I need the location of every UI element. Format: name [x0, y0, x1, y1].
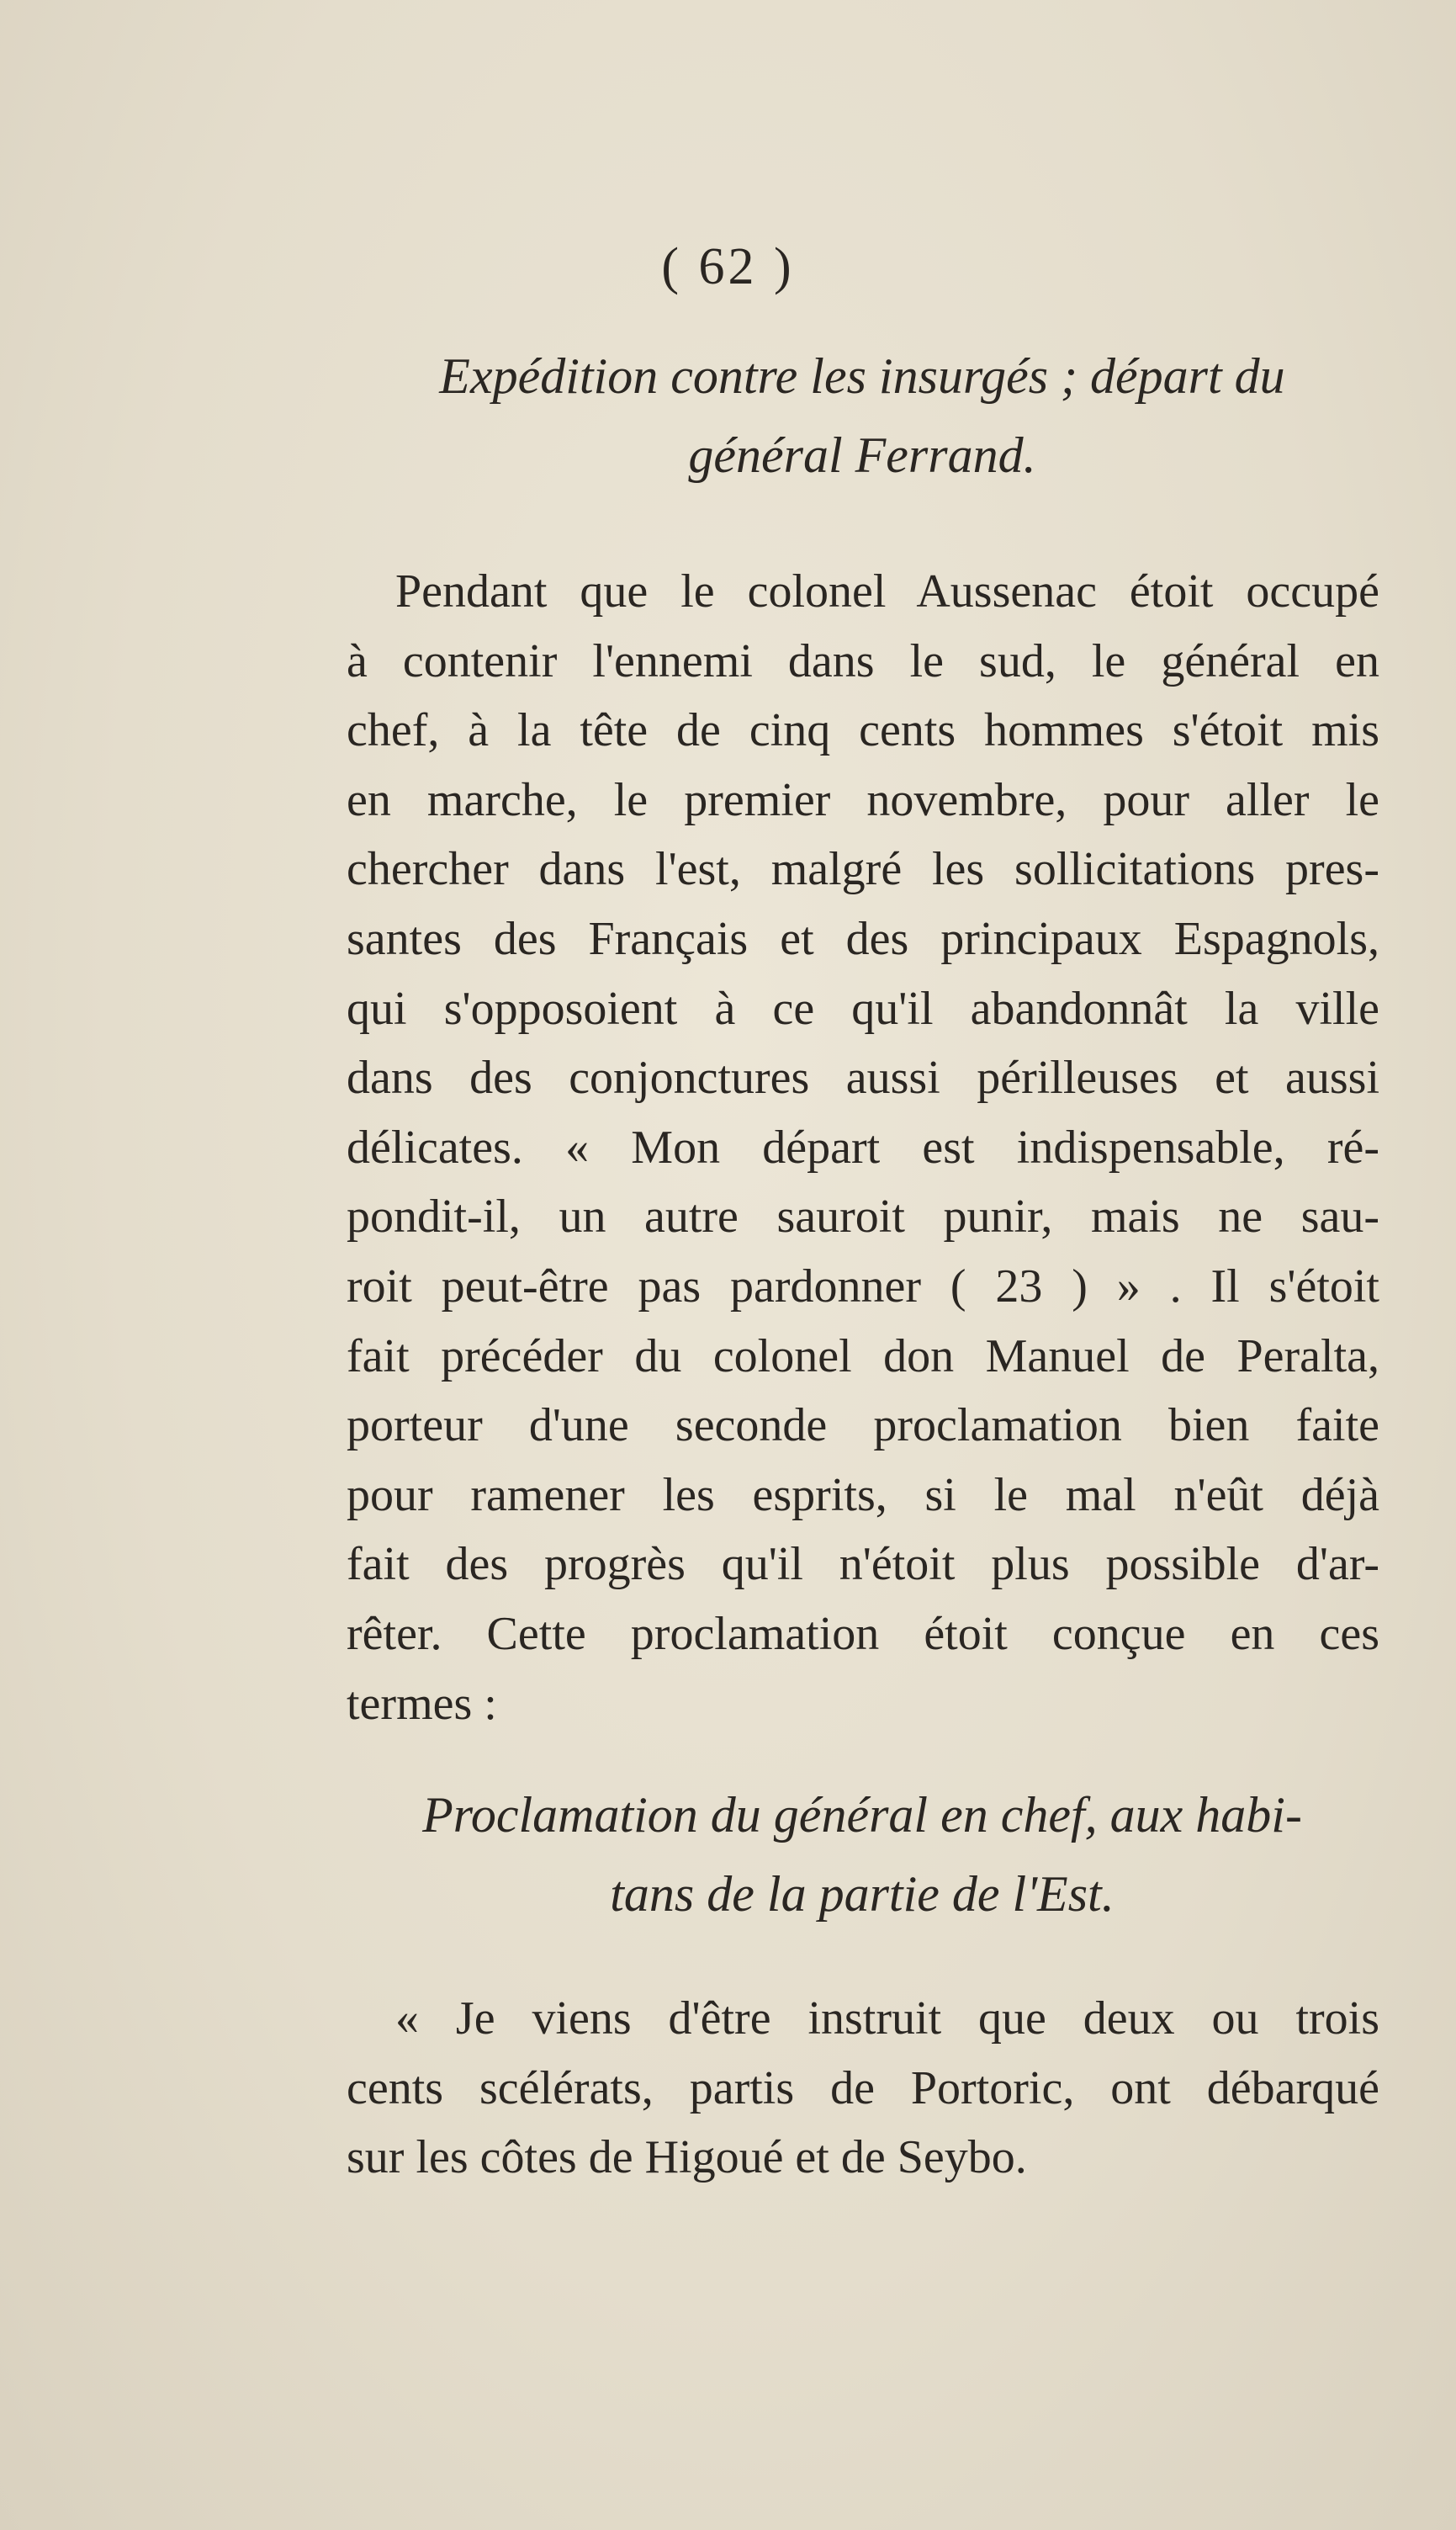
section-heading-line: Expédition contre les insurgés ; départ du [439, 348, 1285, 404]
paragraph-2 [347, 1984, 1379, 2193]
text-line: porteur d'une seconde proclamation bien faite [347, 1399, 1379, 1452]
text-line: chercher dans l'est, malgré les sollicitations pres- [347, 843, 1379, 896]
text-line: dans des conjonctures aussi périlleuses et aussi [347, 1052, 1379, 1105]
text-line: « Je viens d'être instruit que deux ou trois [395, 1992, 1379, 2045]
page-number: ( 62 ) [661, 238, 795, 295]
text-line: Pendant que le colonel Aussenac étoit occupé [395, 565, 1379, 618]
text-line: pondit-il, un autre sauroit punir, mais ne sau- [347, 1191, 1379, 1244]
text-line: roit peut-être pas pardonner ( 23 ) » . Il s'étoit [347, 1260, 1379, 1313]
section-heading-line: général Ferrand. [688, 427, 1036, 483]
text-line: termes : [347, 1677, 497, 1730]
text-line: fait précéder du colonel don Manuel de Peralta, [347, 1329, 1379, 1382]
paragraph-1 [347, 557, 1379, 1738]
proclamation-heading-line: tans de la partie de l'Est. [610, 1866, 1115, 1922]
text-line: fait des progrès qu'il n'étoit plus possible d'ar- [347, 1538, 1379, 1591]
text-line: qui s'opposoient à ce qu'il abandonnât la ville [347, 982, 1379, 1035]
text-line: rêter. Cette proclamation étoit conçue en ces [347, 1607, 1379, 1660]
text-line: délicates. « Mon départ est indispensable, ré- [347, 1121, 1379, 1174]
text-line: à contenir l'ennemi dans le sud, le général en [347, 634, 1379, 687]
proclamation-heading [341, 1775, 1384, 1933]
text-line: cents scélérats, partis de Portoric, ont débarqué [347, 2061, 1379, 2114]
text-line: en marche, le premier novembre, pour aller le [347, 773, 1379, 826]
text-line: sur les côtes de Higoué et de Seybo. [347, 2131, 1027, 2184]
section-heading [341, 337, 1384, 495]
proclamation-heading-line: Proclamation du général en chef, aux habi- [422, 1787, 1302, 1843]
text-line: santes des Français et des principaux Espagnols, [347, 912, 1379, 965]
text-line: chef, à la tête de cinq cents hommes s'étoit mis [347, 704, 1379, 757]
text-line: pour ramener les esprits, si le mal n'eût déjà [347, 1468, 1379, 1521]
